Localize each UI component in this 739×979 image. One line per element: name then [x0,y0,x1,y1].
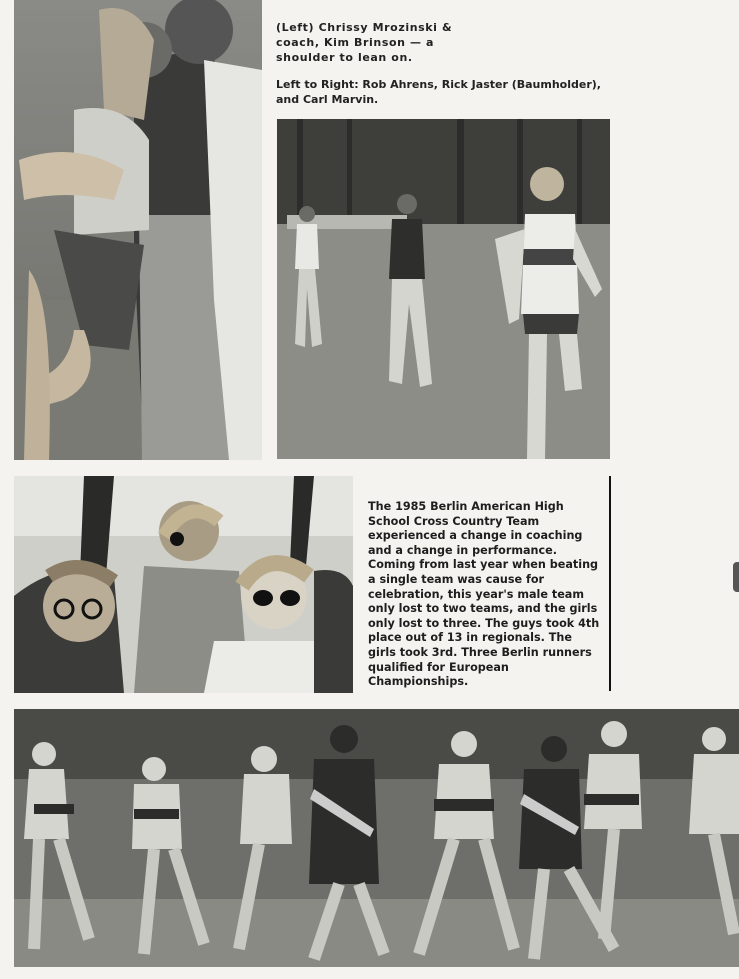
story-paragraph: The 1985 Berlin American High School Cross Country Team experienced a change in coaching and a change in performance. Coming from last year when beating a single team was cause for celebration, this year's male team only lost to two teams, and the girls only lost to three. The guys took 4th place out of 13 in regionals. The girls took 3rd. Three Berlin runners qualified for European Championships. [368,500,600,689]
caption-coach-photo: (Left) Chrissy Mrozinski & coach, Kim Brinson — a shoulder to lean on. [276,21,453,64]
page-edge-tab [733,562,739,592]
caption-runners-photo: Left to Right: Rob Ahrens, Rick Jaster (Baumholder), and Carl Marvin. [276,78,601,106]
photo-race-crowd [14,709,739,967]
vertical-rule [609,476,611,691]
photo-three-runners [277,119,610,459]
photo-coach-and-runner [14,0,262,460]
photo-team-with-glasses [14,476,353,693]
